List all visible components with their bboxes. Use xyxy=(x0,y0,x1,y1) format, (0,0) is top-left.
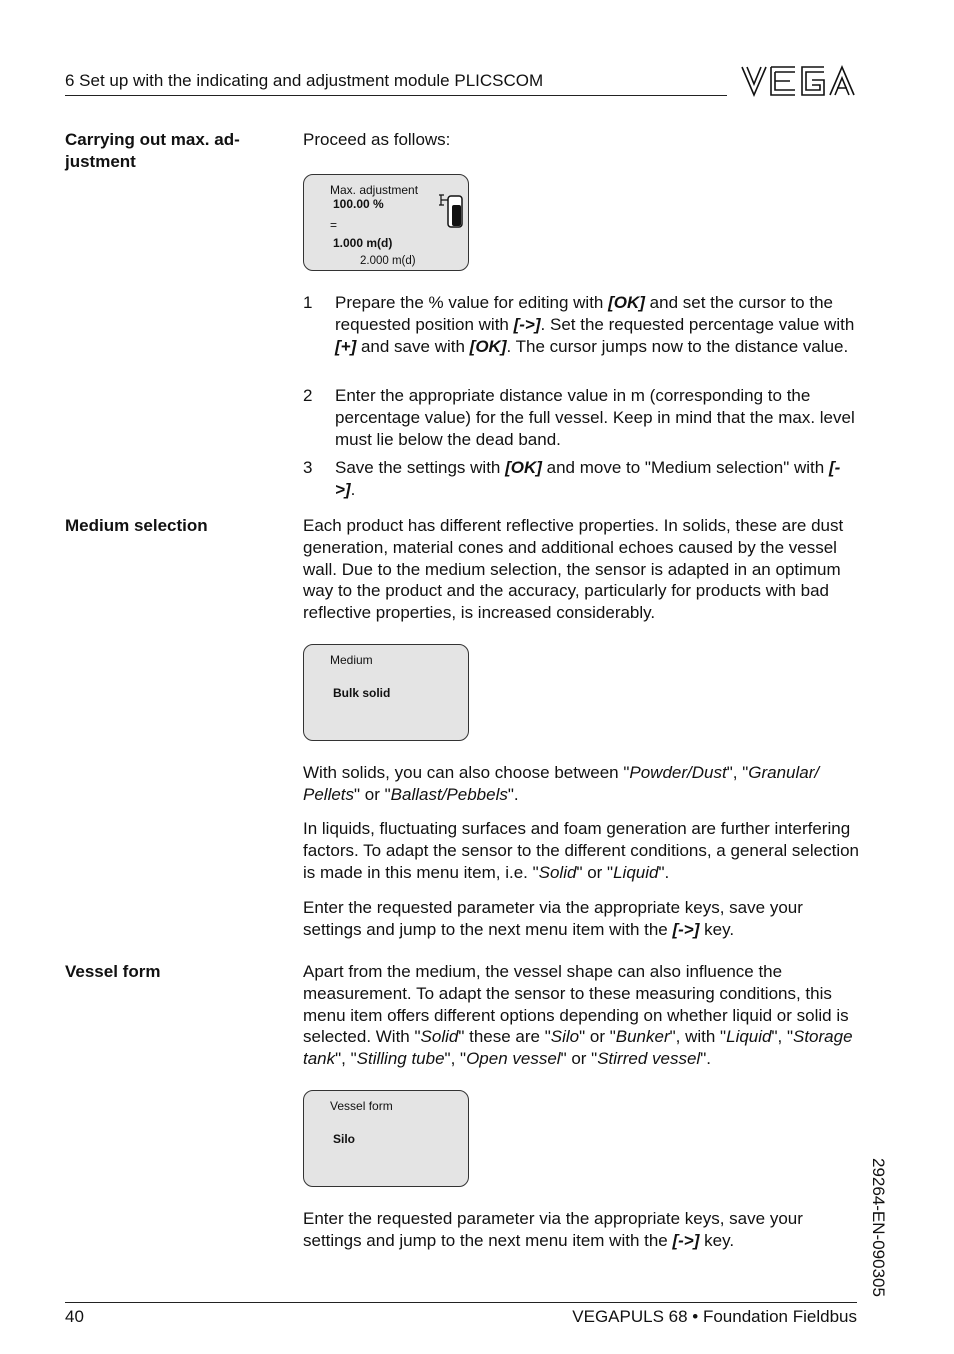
display-title: Max. adjustment xyxy=(330,183,419,197)
step-number: 3 xyxy=(303,458,313,477)
vessel-level-icon xyxy=(438,193,466,229)
step-text: Prepare the % value for editing with [OK] and set the cursor to the requested position with [->]. Set the requested percentage value with [+] and save with [OK]. The cursor jumps now to the distance value. xyxy=(335,293,855,356)
step-number: 1 xyxy=(303,293,313,312)
medium-liquids-text: In liquids, fluctuating surfaces and foam generation are further interfering factors. To adapt the sensor to the different conditions, a general selection is made in this menu item, i.e. "Solid" or "Liquid". xyxy=(303,819,860,882)
heading-vessel-form: Vessel form xyxy=(65,962,161,981)
max-adjustment-intro: Proceed as follows: xyxy=(303,130,451,149)
display-percent: 100.00 % xyxy=(333,197,384,211)
header-rule xyxy=(65,95,727,96)
display-title: Medium xyxy=(330,653,373,667)
vessel-intro: Apart from the medium, the vessel shape can also influence the measurement. To adapt the sensor to these measuring conditions, this menu item offers different options depending on whether liquid or solid is selected. With "Solid" these are "Silo" or "Bunker", with "Liquid", "Storage tank", "Stilling tube", "Open vessel" or "Stirred vessel". xyxy=(303,962,853,1069)
medium-intro: Each product has different reflective properties. In solids, these are dust generation, material cones and additional echoes caused by the vessel wall. Due to the medium selection, the sensor is adapted in an optimum way to the product and the accuracy, particularly for products with bad reflective properties, is increased considerably. xyxy=(303,516,844,623)
footer-product: VEGAPULS 68 • Foundation Fieldbus xyxy=(572,1307,857,1326)
display-title: Vessel form xyxy=(330,1099,393,1113)
document-code: 29264-EN-090305 xyxy=(869,1158,888,1297)
heading-medium-selection: Medium selection xyxy=(65,516,208,535)
display-max-adjustment xyxy=(303,174,469,271)
medium-solids-options: With solids, you can also choose between "Powder/Dust", "Granular/ Pellets" or "Ballast/Pebbels". xyxy=(303,763,820,804)
step-3 xyxy=(303,457,859,501)
header-title: 6 Set up with the indicating and adjustment module PLICSCOM xyxy=(65,71,544,90)
footer-rule xyxy=(65,1302,857,1303)
step-text: Enter the appropriate distance value in m (corresponding to the percentage value) for the full vessel. Keep in mind that the max. level must lie below the dead band. xyxy=(335,386,855,449)
step-1 xyxy=(303,292,859,357)
display-medium xyxy=(303,644,469,741)
display-vessel-form xyxy=(303,1090,469,1187)
page-number: 40 xyxy=(65,1307,84,1326)
display-range: 2.000 m(d) xyxy=(360,255,416,267)
display-value: Silo xyxy=(333,1132,356,1146)
step-number: 2 xyxy=(303,386,313,405)
display-distance: 1.000 m(d) xyxy=(333,236,393,250)
step-text: Save the settings with [OK] and move to "Medium selection" with [->]. xyxy=(335,458,841,499)
display-value: Bulk solid xyxy=(333,686,391,700)
vessel-instructions: Enter the requested parameter via the appropriate keys, save your settings and jump to the next menu item with the [->] key. xyxy=(303,1209,803,1250)
vega-logo xyxy=(740,64,858,98)
display-equals: = xyxy=(330,218,338,232)
step-2 xyxy=(303,385,859,450)
heading-max-adjustment: Carrying out max. ad- justment xyxy=(65,130,240,171)
medium-instructions: Enter the requested parameter via the appropriate keys, save your settings and jump to the next menu item with the [->] key. xyxy=(303,898,803,939)
